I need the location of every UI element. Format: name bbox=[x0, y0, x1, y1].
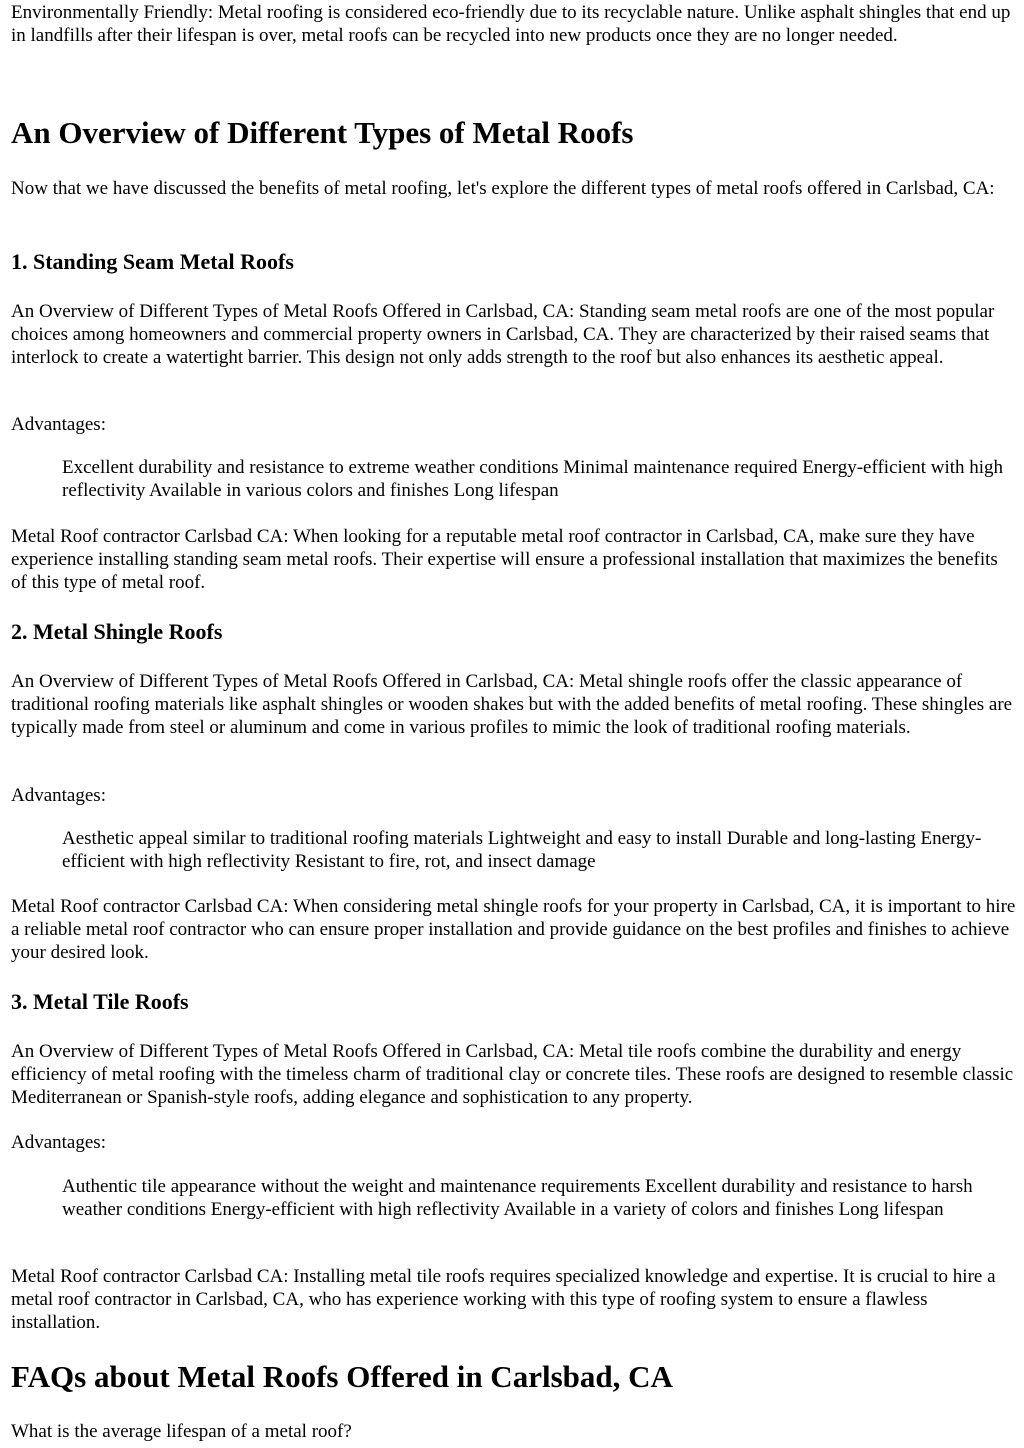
faq-question: What is the average lifespan of a metal roof? bbox=[11, 1421, 352, 1442]
standing-seam-description: An Overview of Different Types of Metal Roofs Offered in Carlsbad, CA: Standing seam metal roofs are one of the most popular choices among homeowners and commercial property owners in Carlsbad, CA. They are characterized by their raised seams that interlock to create a watertight barrier. This design not only adds strength to the roof but also enhances its aesthetic appeal. bbox=[11, 301, 995, 368]
eco-friendly-paragraph: Environmentally Friendly: Metal roofing is considered eco-friendly due to its recyclable nature. Unlike asphalt shingles that end up in landfills after their lifespan is over, metal roofs can be recycled into new products once they are no longer needed. bbox=[11, 2, 1011, 46]
section-heading-metal-tile: 3. Metal Tile Roofs bbox=[11, 989, 189, 1014]
metal-tile-description: An Overview of Different Types of Metal Roofs Offered in Carlsbad, CA: Metal tile roofs combine the durability and energy efficiency of metal roofing with the timeless charm of traditional clay or concrete tiles. These roofs are designed to resemble classic Mediterranean or Spanish-style roofs, adding elegance and sophistication to any property. bbox=[11, 1041, 1014, 1108]
section-heading-standing-seam: 1. Standing Seam Metal Roofs bbox=[11, 249, 294, 274]
metal-tile-advantages-list: Authentic tile appearance without the weight and maintenance requirements Excellent durability and resistance to harsh weather conditions Energy-efficient with high reflectivity Available in a variety of colors and finishes Long lifespan bbox=[62, 1176, 973, 1220]
metal-shingle-advantages-label: Advantages: bbox=[11, 785, 106, 806]
standing-seam-advantages-list: Excellent durability and resistance to extreme weather conditions Minimal maintenance required Energy-efficient with high reflectivity Available in various colors and finishes Long lifespan bbox=[62, 457, 1004, 501]
faqs-heading: FAQs about Metal Roofs Offered in Carlsbad, CA bbox=[11, 1359, 673, 1394]
metal-shingle-description: An Overview of Different Types of Metal Roofs Offered in Carlsbad, CA: Metal shingle roofs offer the classic appearance of traditional roofing materials like asphalt shingles or wooden shakes but with the added benefits of metal roofing. These shingles are typically made from steel or aluminum and come in various profiles to mimic the look of traditional roofing materials. bbox=[11, 671, 1013, 738]
overview-intro-paragraph: Now that we have discussed the benefits of metal roofing, let's explore the different types of metal roofs offered in Carlsbad, CA: bbox=[11, 178, 995, 199]
metal-tile-advantages-label: Advantages: bbox=[11, 1132, 106, 1153]
metal-shingle-advantages-list: Aesthetic appeal similar to traditional roofing materials Lightweight and easy to install Durable and long-lasting Energy-efficient with high reflectivity Resistant to fire, rot, and insect damage bbox=[62, 828, 982, 872]
standing-seam-advantages-label: Advantages: bbox=[11, 414, 106, 435]
metal-tile-contractor-paragraph: Metal Roof contractor Carlsbad CA: Installing metal tile roofs requires specialized knowledge and expertise. It is crucial to hire a metal roof contractor in Carlsbad, CA, who has experience working with this type of roofing system to ensure a flawless installation. bbox=[11, 1266, 996, 1333]
section-heading-metal-shingle: 2. Metal Shingle Roofs bbox=[11, 619, 223, 644]
metal-shingle-contractor-paragraph: Metal Roof contractor Carlsbad CA: When considering metal shingle roofs for your property in Carlsbad, CA, it is important to hire a reliable metal roof contractor who can ensure proper installation and provide guidance on the best profiles and finishes to achieve your desired look. bbox=[11, 896, 1016, 963]
standing-seam-contractor-paragraph: Metal Roof contractor Carlsbad CA: When looking for a reputable metal roof contractor in Carlsbad, CA, make sure they have experience installing standing seam metal roofs. Their expertise will ensure a professional installation that maximizes the benefits of this type of metal roof. bbox=[11, 526, 998, 593]
overview-heading: An Overview of Different Types of Metal Roofs bbox=[11, 115, 634, 150]
